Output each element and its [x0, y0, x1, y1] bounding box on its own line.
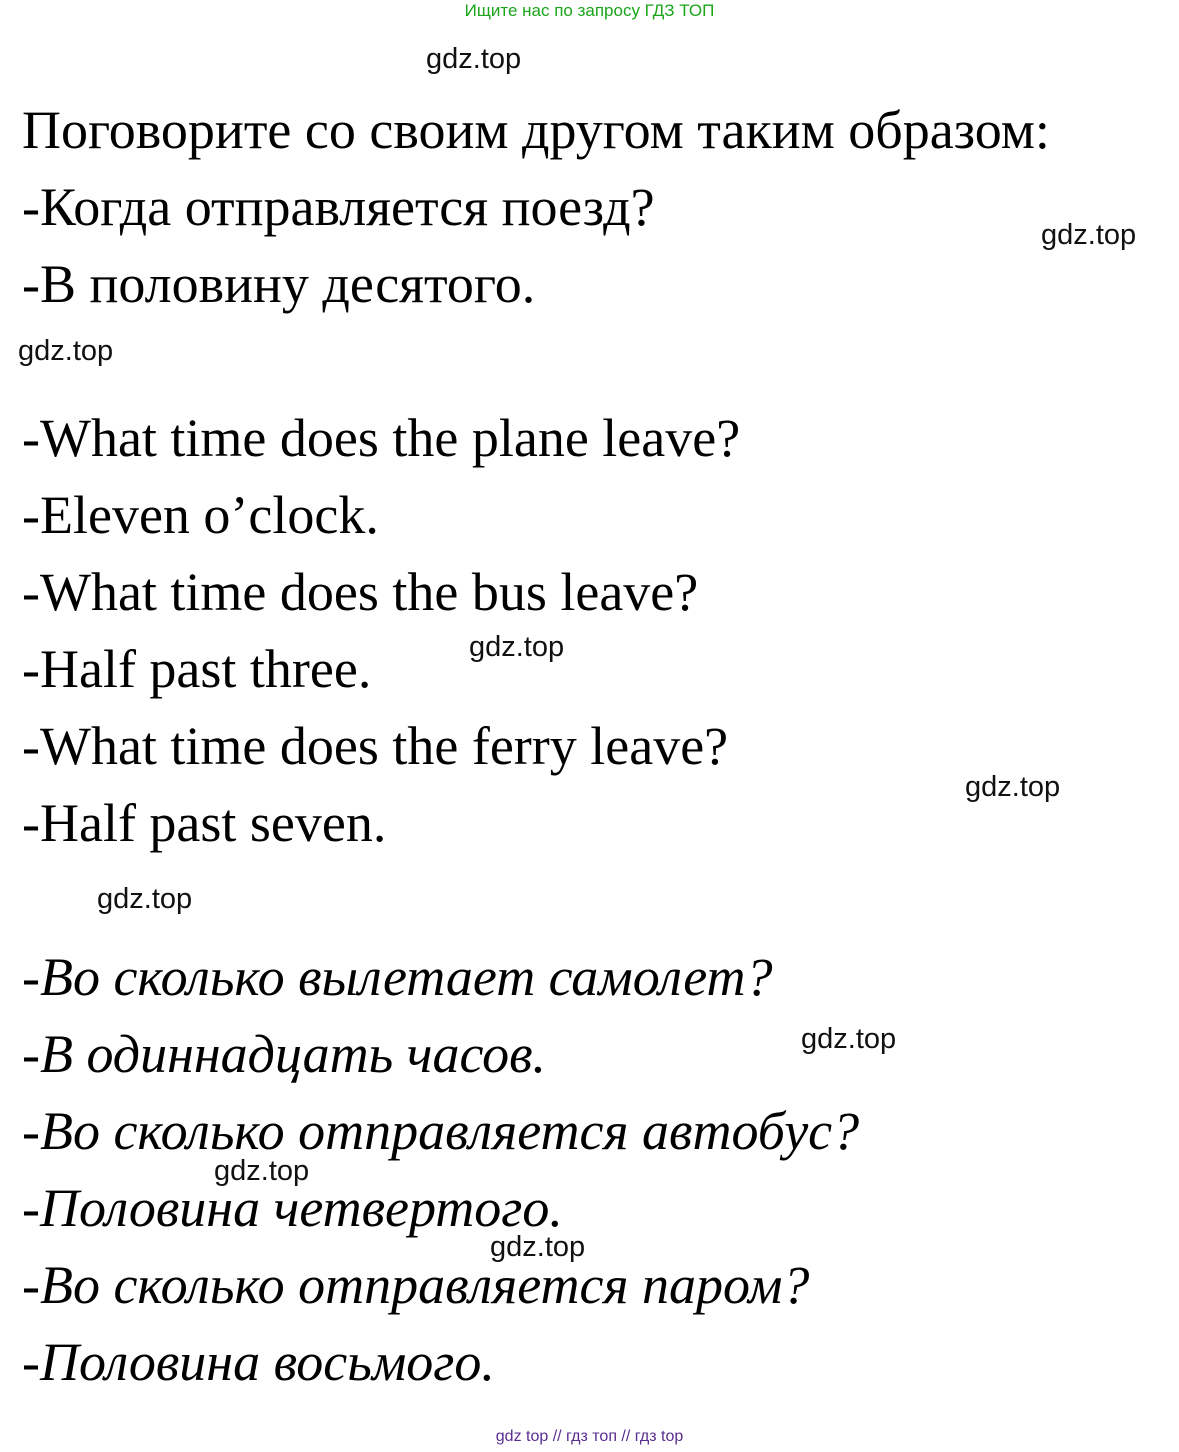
watermark-3: gdz.top — [18, 335, 114, 367]
watermark-8: gdz.top — [214, 1155, 310, 1187]
footer-links[interactable]: gdz top // гдз топ // гдз top — [495, 1428, 684, 1445]
dialogue-line: -Half past seven. — [22, 793, 387, 853]
dialogue-line: -What time does the plane leave? — [22, 408, 741, 468]
watermark-5: gdz.top — [965, 771, 1061, 803]
dialogue-line: -Half past three. — [22, 639, 372, 699]
watermark-4: gdz.top — [469, 631, 565, 663]
translation-line: -Половина восьмого. — [22, 1332, 495, 1392]
dialogue-line: -What time does the bus leave? — [22, 562, 699, 622]
instruction-text: Поговорите со своим другом таким образом: — [22, 100, 1050, 160]
example-question: -Когда отправляется поезд? — [22, 177, 655, 237]
watermark-7: gdz.top — [801, 1023, 897, 1055]
translation-line: -Половина четвертого. — [22, 1178, 563, 1238]
watermark-9: gdz.top — [490, 1231, 586, 1263]
watermark-6: gdz.top — [97, 883, 193, 915]
translation-line: -Во сколько отправляется автобус? — [22, 1101, 860, 1161]
dialogue-line: -What time does the ferry leave? — [22, 716, 729, 776]
dialogue-line: -Eleven o’clock. — [22, 485, 379, 545]
translation-line: -Во сколько отправляется паром? — [22, 1255, 810, 1315]
top-banner[interactable]: Ищите нас по запросу ГДЗ ТОП — [464, 1, 715, 20]
watermark-1: gdz.top — [426, 43, 522, 75]
translation-line: -Во сколько вылетает самолет? — [22, 947, 773, 1007]
example-answer: -В половину десятого. — [22, 254, 536, 314]
watermark-2: gdz.top — [1041, 219, 1137, 251]
translation-line: -В одиннадцать часов. — [22, 1024, 547, 1084]
